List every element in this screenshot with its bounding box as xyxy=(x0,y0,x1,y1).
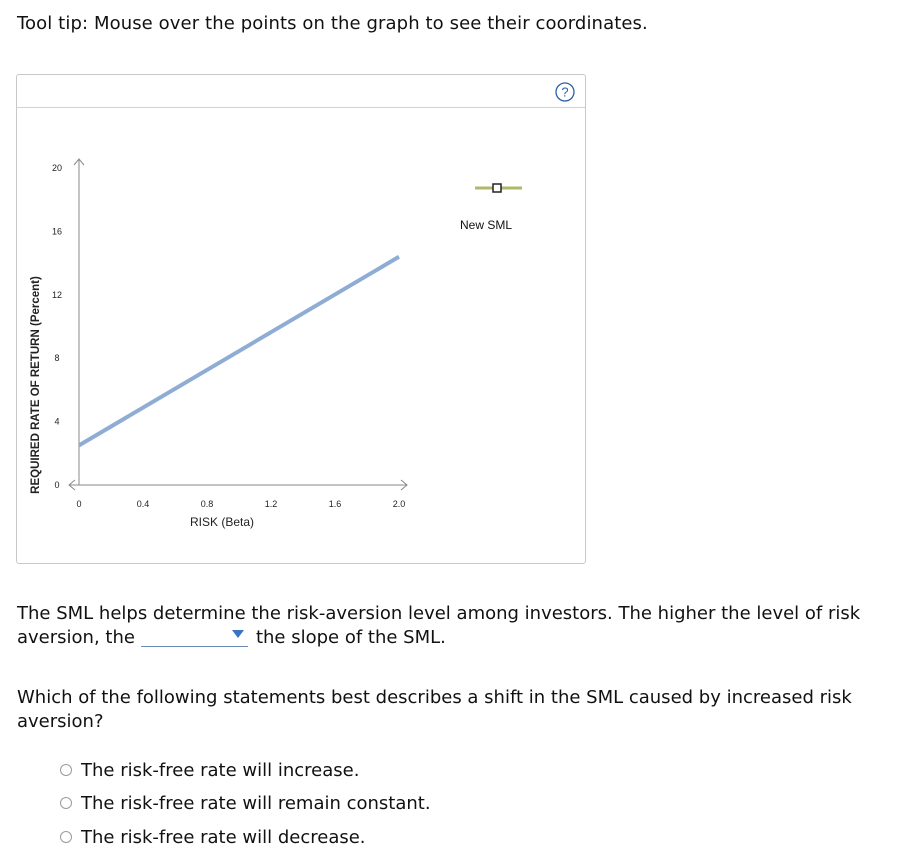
x-tick-label: 2.0 xyxy=(392,499,406,509)
y-tick-label: 4 xyxy=(54,416,60,427)
x-axis-label: RISK (Beta) xyxy=(189,515,255,529)
sentence-part-1: The SML helps determine the risk-aversion level among investors. The higher the level of risk aversion, the xyxy=(17,603,861,648)
option-label: The risk-free rate will increase. xyxy=(81,759,360,781)
y-tick-label: 16 xyxy=(51,226,63,237)
x-tick-label: 0.4 xyxy=(136,499,150,509)
y-tick-label: 12 xyxy=(51,289,63,300)
legend-label: New SML xyxy=(459,218,513,232)
tooltip-text: Tool tip: Mouse over the points on the graph to see their coordinates. xyxy=(17,13,648,34)
legend-point-icon[interactable] xyxy=(493,184,501,192)
option-remain-constant[interactable] xyxy=(60,791,431,815)
new-sml-legend-tool[interactable] xyxy=(460,184,522,232)
sml-sentence xyxy=(17,602,897,650)
radio-button[interactable] xyxy=(60,764,72,776)
sml-line[interactable] xyxy=(79,257,399,446)
chevron-down-icon xyxy=(232,630,244,638)
slope-dropdown[interactable] xyxy=(141,626,248,647)
y-tick-label: 0 xyxy=(54,480,60,490)
y-axis-label: REQUIRED RATE OF RETURN (Percent) xyxy=(30,276,42,494)
x-tick-label: 1.6 xyxy=(328,499,342,509)
option-label: The risk-free rate will decrease. xyxy=(81,826,366,848)
question-text: Which of the following statements best describes a shift in the SML caused by increased risk aversion? xyxy=(17,687,852,732)
x-tick-label: 1.2 xyxy=(264,499,278,509)
sentence-part-2: the slope of the SML. xyxy=(255,627,446,648)
x-tick-label: 0.8 xyxy=(200,499,214,509)
svg-text:?: ? xyxy=(561,84,569,100)
y-tick-label: 20 xyxy=(51,163,63,173)
y-tick-label: 8 xyxy=(54,353,60,364)
option-increase[interactable] xyxy=(60,758,359,782)
option-label: The risk-free rate will remain constant. xyxy=(81,792,431,814)
x-tick-label: 0 xyxy=(76,499,82,509)
radio-button[interactable] xyxy=(60,797,72,809)
graph-panel xyxy=(16,74,586,564)
radio-button[interactable] xyxy=(60,831,72,843)
option-decrease[interactable] xyxy=(60,825,366,849)
sml-chart[interactable] xyxy=(17,75,585,563)
